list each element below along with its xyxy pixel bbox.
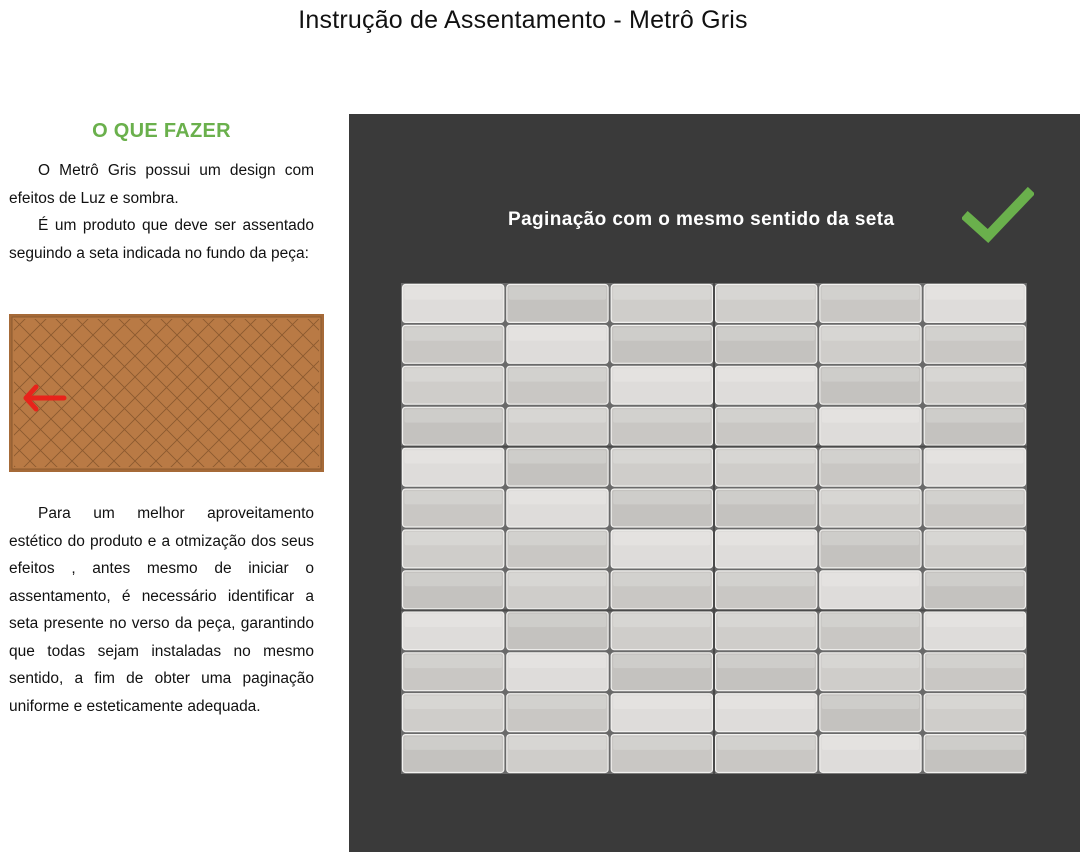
wall-tile-highlight	[822, 368, 919, 381]
wall-tile-highlight	[613, 655, 710, 668]
wall-tile-highlight	[613, 409, 710, 422]
wall-tile-highlight	[822, 737, 919, 750]
wall-tile-highlight	[509, 532, 606, 545]
section-title: O QUE FAZER	[92, 120, 231, 142]
intro-paragraph-1: O Metrô Gris possui um design com efeitos de Luz e sombra.	[9, 162, 314, 207]
wall-tile-highlight	[718, 614, 815, 627]
wall-tile-highlight	[405, 696, 502, 709]
wall-tile-highlight	[613, 573, 710, 586]
wall-tile-highlight	[926, 327, 1023, 340]
wall-tile-highlight	[718, 491, 815, 504]
wall-tile-highlight	[405, 327, 502, 340]
wall-tile-highlight	[822, 614, 919, 627]
wall-tile-highlight	[509, 614, 606, 627]
wall-tile-highlight	[509, 368, 606, 381]
wall-tile-highlight	[718, 532, 815, 545]
tile-back-illustration	[9, 314, 324, 472]
wall-tile-highlight	[613, 614, 710, 627]
wall-tile-highlight	[509, 737, 606, 750]
tile-wall-svg	[401, 283, 1027, 774]
wall-tile-highlight	[405, 368, 502, 381]
wall-tile-highlight	[613, 696, 710, 709]
wall-tile-highlight	[613, 532, 710, 545]
intro-paragraph-3: Para um melhor aproveitamento estético do produto e a otmização dos seus efeitos , antes mesmo de iniciar o assentamento, é necessário identificar a seta presente no verso da peça, garantindo que todas sejam instaladas no mesmo sentido, a fim de obter uma paginação uniforme e esteticamente adequada.	[9, 505, 314, 715]
wall-tile-highlight	[718, 450, 815, 463]
wall-tile-highlight	[822, 532, 919, 545]
wall-tile-highlight	[405, 450, 502, 463]
wall-tile-highlight	[822, 409, 919, 422]
wall-tile-highlight	[822, 573, 919, 586]
wall-tile-highlight	[926, 737, 1023, 750]
wall-tile-highlight	[718, 327, 815, 340]
wall-tile-highlight	[926, 696, 1023, 709]
wall-tile-highlight	[926, 655, 1023, 668]
tile-back-svg	[9, 314, 324, 472]
wall-tile-highlight	[822, 327, 919, 340]
wall-tile-highlight	[509, 573, 606, 586]
wall-tile-highlight	[509, 655, 606, 668]
wall-tile-highlight	[405, 614, 502, 627]
page-title: Instrução de Assentamento - Metrô Gris	[298, 6, 748, 34]
wall-tile-highlight	[718, 573, 815, 586]
wall-tile-highlight	[613, 368, 710, 381]
wall-tile-highlight	[822, 287, 919, 300]
wall-tile-highlight	[926, 409, 1023, 422]
wall-tile-highlight	[926, 450, 1023, 463]
wall-tile-highlight	[718, 409, 815, 422]
wall-tile-highlight	[509, 409, 606, 422]
wall-tile-highlight	[509, 287, 606, 300]
panel-caption: Paginação com o mesmo sentido da seta	[508, 209, 895, 230]
wall-tile-highlight	[926, 491, 1023, 504]
wall-tile-highlight	[405, 491, 502, 504]
intro-paragraph-2: É um produto que deve ser assentado seguindo a seta indicada no fundo da peça:	[9, 217, 314, 262]
wall-tile-highlight	[926, 368, 1023, 381]
wall-tile-highlight	[822, 655, 919, 668]
wall-tile-highlight	[613, 327, 710, 340]
wall-tile-highlight	[822, 491, 919, 504]
wall-tile-highlight	[613, 491, 710, 504]
wall-tile-highlight	[613, 287, 710, 300]
wall-tile-highlight	[718, 696, 815, 709]
wall-tile-highlight	[405, 287, 502, 300]
wall-tile-highlight	[613, 450, 710, 463]
wall-tile-highlight	[926, 614, 1023, 627]
wall-tile-highlight	[405, 409, 502, 422]
check-icon	[962, 186, 1034, 246]
wall-tile-highlight	[405, 655, 502, 668]
wall-tile-highlight	[718, 368, 815, 381]
wall-tile-highlight	[613, 737, 710, 750]
wall-tile-highlight	[405, 532, 502, 545]
instructions-column	[9, 120, 314, 267]
wall-tile-highlight	[926, 532, 1023, 545]
wall-tile-highlight	[509, 450, 606, 463]
wall-tile-highlight	[926, 287, 1023, 300]
wall-tile-highlight	[405, 573, 502, 586]
wall-tile-highlight	[926, 573, 1023, 586]
wall-tile-highlight	[822, 450, 919, 463]
wall-tile-highlight	[718, 737, 815, 750]
tile-wall-example	[401, 283, 1027, 774]
wall-tile-highlight	[822, 696, 919, 709]
wall-tile-highlight	[718, 287, 815, 300]
wall-tile-highlight	[718, 655, 815, 668]
wall-tile-highlight	[509, 491, 606, 504]
instructions-paragraph-3-wrap	[9, 500, 314, 720]
wall-tile-highlight	[509, 327, 606, 340]
wall-tile-highlight	[405, 737, 502, 750]
wall-tile-highlight	[509, 696, 606, 709]
